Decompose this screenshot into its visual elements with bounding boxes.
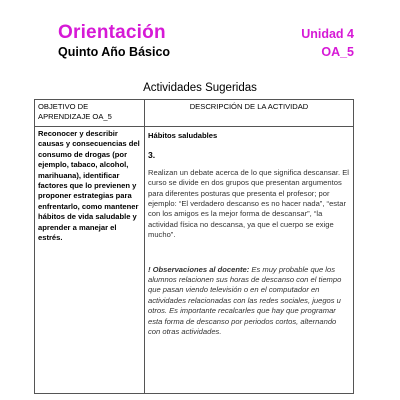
objective-column-header: OBJETIVO DE APRENDIZAJE OA_5	[35, 100, 145, 127]
observation-text: Es muy probable que los alumnos relacionen sus horas de descanso con el tiempo que pasan viendo televisión o en el computador en actividades relacionadas con las redes sociales, juegos u otros. Es importante recalcarles que hay que programar esta forma de descanso por periodos cortos, alternando con otras actividades.	[148, 264, 342, 337]
teacher-observation	[148, 265, 350, 338]
objective-cell: Reconocer y describir causas y consecuencias del consumo de drogas (por ejemplo, tabaco, alcohol, marihuana), identificar factores que lo previenen y proponer estrategias para enfrentarlo, como mantener hábitos de vida saludable y aprender a manejar el estrés.	[35, 127, 145, 394]
description-column-header: DESCRIPCIÓN DE LA ACTIVIDAD	[145, 100, 354, 127]
activity-body: Realizan un debate acerca de lo que significa descansar. El curso se divide en dos grupos que presentan argumentos para diferentes posturas que presenta el profesor; por ejemplo: “El verdadero descanso es no hacer nada”, “estar con los amigos es la mejor forma de descansar”, “la actividad física no descansa, ya que el cuerpo se exige mucho”.	[148, 167, 349, 240]
activities-table	[34, 99, 354, 394]
oa-label: OA_5	[321, 45, 354, 59]
observation-label: ! Observaciones al docente:	[148, 264, 250, 274]
activity-title: Hábitos saludables	[148, 131, 218, 140]
description-cell	[145, 127, 354, 394]
table-header-row	[35, 100, 354, 127]
activity-number: 3.	[148, 150, 156, 161]
unit-label: Unidad 4	[301, 27, 354, 41]
page-subtitle: Quinto Año Básico	[58, 45, 171, 59]
page-title: Orientación	[58, 22, 166, 43]
table-row	[35, 127, 354, 394]
section-title: Actividades Sugeridas	[143, 82, 257, 94]
